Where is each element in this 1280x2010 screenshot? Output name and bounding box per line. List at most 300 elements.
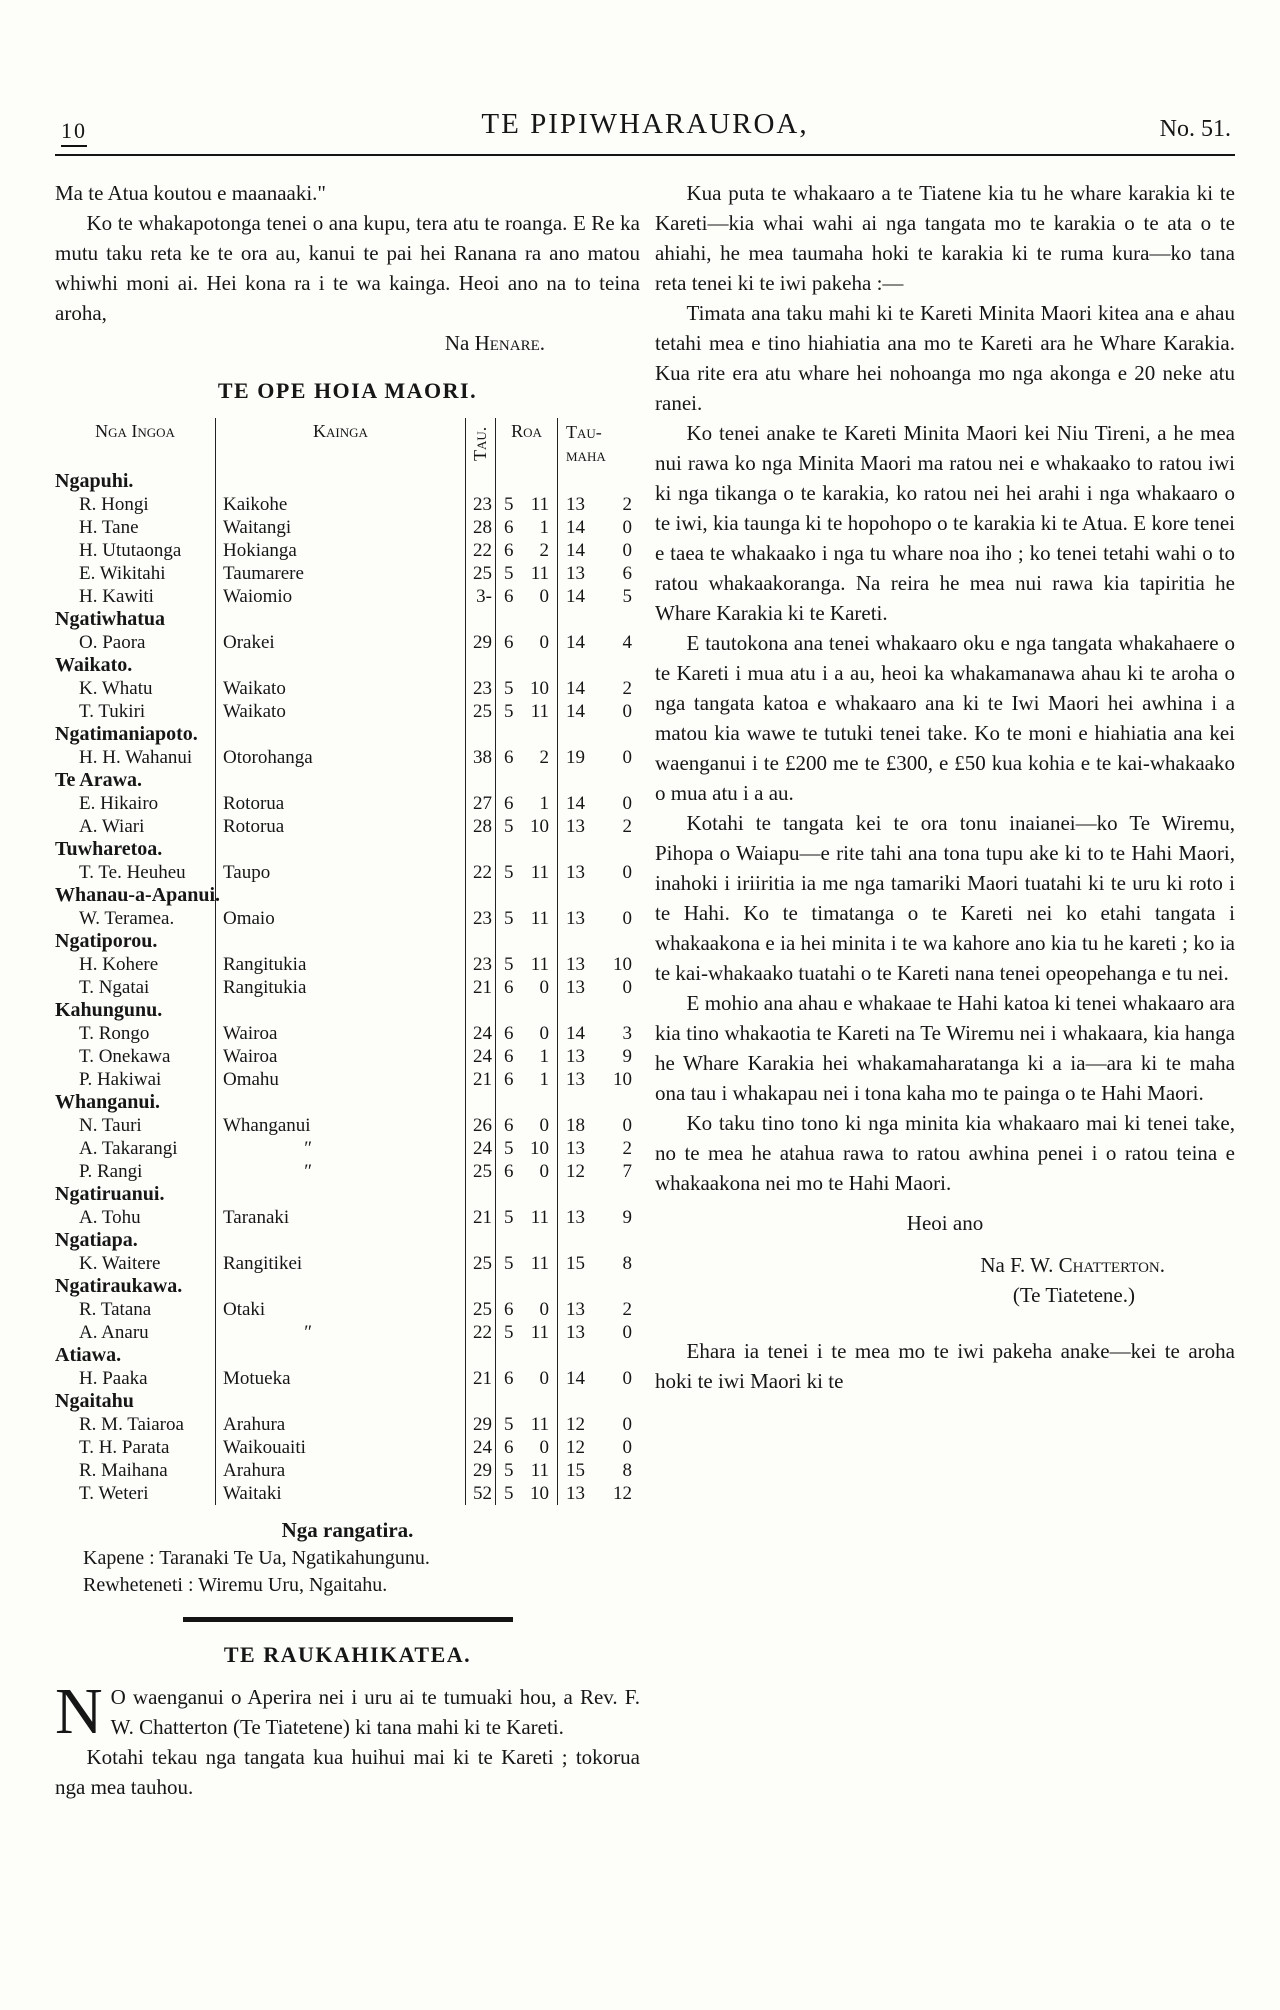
kainga-cell <box>215 470 465 493</box>
maha-cell: 13 0 <box>557 976 640 999</box>
soldier-row <box>55 1022 640 1045</box>
drop-cap: N <box>55 1675 103 1748</box>
kainga-cell: Hokianga <box>215 539 465 562</box>
soldier-row <box>55 1413 640 1436</box>
roa-cell: 5 10 <box>495 815 557 838</box>
tribe-name: Whanganui. <box>55 1091 161 1113</box>
maha-cell <box>557 1183 640 1206</box>
maha-cell <box>557 884 640 907</box>
kainga-cell: Taranaki <box>215 1206 465 1229</box>
maha-cell <box>557 470 640 493</box>
maha-cell <box>557 1344 640 1367</box>
roa-cell: 5 10 <box>495 1482 557 1505</box>
soldier-row <box>55 1298 640 1321</box>
roa-cell <box>495 769 557 792</box>
soldier-row <box>55 1321 640 1344</box>
tau-cell: 29 <box>465 631 495 654</box>
tau-cell: 21 <box>465 1206 495 1229</box>
maha-cell: 14 0 <box>557 539 640 562</box>
soldier-name: K. Waitere <box>79 1253 161 1274</box>
roa-cell <box>495 1275 557 1298</box>
roa-cell <box>495 999 557 1022</box>
maha-cell: 13 12 <box>557 1482 640 1505</box>
maha-cell: 15 8 <box>557 1252 640 1275</box>
tribe-name: Ngaitahu <box>55 1390 134 1412</box>
maha-cell: 13 0 <box>557 1321 640 1344</box>
kainga-cell <box>215 654 465 677</box>
tribe-group-row <box>55 470 640 493</box>
maha-cell: 13 10 <box>557 953 640 976</box>
tau-cell: 29 <box>465 1413 495 1436</box>
signature-prefix: Na <box>444 331 470 355</box>
kainga-cell <box>215 608 465 631</box>
soldier-name: A. Wiari <box>79 816 145 837</box>
maha-cell: 13 2 <box>557 815 640 838</box>
maha-cell: 14 0 <box>557 700 640 723</box>
kainga-cell <box>215 838 465 861</box>
soldier-name: T. Tukiri <box>79 701 146 722</box>
soldier-row <box>55 562 640 585</box>
soldier-name: H. Tane <box>79 517 139 538</box>
roa-cell <box>495 654 557 677</box>
kainga-cell: Arahura <box>215 1459 465 1482</box>
roa-cell: 5 11 <box>495 861 557 884</box>
soldier-name: T. Onekawa <box>79 1046 171 1067</box>
tribe-name: Ngatimaniapoto. <box>55 723 198 745</box>
tribe-group-row <box>55 930 640 953</box>
soldier-row <box>55 1482 640 1505</box>
officer-line-kapene: Kapene : Taranaki Te Ua, Ngatikahungunu. <box>83 1547 430 1569</box>
tribe-group-row <box>55 1390 640 1413</box>
soldier-name: H. H. Wahanui <box>79 747 193 768</box>
roa-cell: 5 10 <box>495 1137 557 1160</box>
roa-cell: 5 11 <box>495 953 557 976</box>
soldier-row <box>55 1137 640 1160</box>
kainga-cell: Rangitukia <box>215 976 465 999</box>
article-paragraph: E mohio ana ahau e whakaae te Hahi katoa ki tenei whakaaro ara kia tino whakaotia te Kareti na Te Wiremu nei i whakaara, kia hanga he Whare Karakia hei whakamaharatanga ki a ia—ara ki te maha ona tau i whakapau nei i tona kaha mo te painga o te Hahi Maori. <box>655 991 1235 1105</box>
header-rule <box>55 154 1235 156</box>
soldier-row <box>55 516 640 539</box>
kainga-cell: Waitangi <box>215 516 465 539</box>
roa-cell: 6 0 <box>495 585 557 608</box>
maha-cell: 13 0 <box>557 907 640 930</box>
soldier-name: H. Ututaonga <box>79 540 182 561</box>
maha-cell: 14 0 <box>557 1367 640 1390</box>
column-header-taumaha-line1: Tau- <box>566 422 602 442</box>
left-column <box>55 178 640 1802</box>
tau-cell: 21 <box>465 976 495 999</box>
tribe-name: Tuwharetoa. <box>55 838 163 860</box>
kainga-cell: Omaio <box>215 907 465 930</box>
kainga-cell: Rangitukia <box>215 953 465 976</box>
tau-cell <box>465 769 495 792</box>
soldier-name: T. H. Parata <box>79 1437 170 1458</box>
maha-cell: 18 0 <box>557 1114 640 1137</box>
maha-cell: 13 2 <box>557 493 640 516</box>
tau-cell: 22 <box>465 861 495 884</box>
tau-cell: 23 <box>465 953 495 976</box>
soldier-name: H. Paaka <box>79 1368 148 1389</box>
masthead-title: TE PIPIWHARAUROA, <box>481 108 809 140</box>
article-title: TE RAUKAHIKATEA. <box>223 1642 472 1667</box>
kainga-cell: Waikato <box>215 700 465 723</box>
roa-cell: 6 1 <box>495 1068 557 1091</box>
tribe-group-row <box>55 884 640 907</box>
roa-cell: 5 11 <box>495 1413 557 1436</box>
roa-cell <box>495 884 557 907</box>
tribe-group-row <box>55 1229 640 1252</box>
roa-cell: 6 0 <box>495 1160 557 1183</box>
page-number: 10 <box>61 118 87 147</box>
soldier-row <box>55 1252 640 1275</box>
roa-cell <box>495 1183 557 1206</box>
tau-cell: 25 <box>465 700 495 723</box>
tau-cell <box>465 470 495 493</box>
kainga-cell: Whanganui <box>215 1114 465 1137</box>
soldier-row <box>55 700 640 723</box>
tribe-name: Te Arawa. <box>55 769 143 791</box>
soldier-row <box>55 1436 640 1459</box>
tau-cell: 26 <box>465 1114 495 1137</box>
column-header-tau <box>465 418 495 470</box>
tribe-group-row <box>55 654 640 677</box>
kainga-cell <box>215 1229 465 1252</box>
kainga-cell: Wairoa <box>215 1045 465 1068</box>
tau-cell <box>465 884 495 907</box>
kainga-cell: Arahura <box>215 1413 465 1436</box>
maha-cell <box>557 930 640 953</box>
tau-cell: 52 <box>465 1482 495 1505</box>
kainga-cell: Taupo <box>215 861 465 884</box>
soldier-name: H. Kohere <box>79 954 159 975</box>
soldier-row <box>55 907 640 930</box>
table-body <box>55 470 640 1505</box>
soldier-name: N. Tauri <box>79 1115 142 1136</box>
officer-line-rewheteneti: Rewheteneti : Wiremu Uru, Ngaitahu. <box>83 1574 388 1596</box>
maha-cell: 13 2 <box>557 1137 640 1160</box>
maha-cell <box>557 838 640 861</box>
maha-cell <box>557 769 640 792</box>
tau-cell <box>465 654 495 677</box>
roa-cell <box>495 1390 557 1413</box>
tribe-name: Waikato. <box>55 654 133 676</box>
maha-cell <box>557 608 640 631</box>
soldier-name: A. Takarangi <box>79 1138 178 1159</box>
tau-cell: 24 <box>465 1137 495 1160</box>
tau-cell: 28 <box>465 516 495 539</box>
article-lead-paragraph <box>55 1675 640 1748</box>
soldier-row <box>55 861 640 884</box>
tribe-name: Ngapuhi. <box>55 470 134 492</box>
tribe-name: Ngatiapa. <box>55 1229 138 1251</box>
tribe-group-row <box>55 838 640 861</box>
roa-cell <box>495 838 557 861</box>
soldier-name: P. Rangi <box>79 1161 143 1182</box>
soldier-name: R. Tatana <box>79 1299 152 1320</box>
maha-cell <box>557 1091 640 1114</box>
tau-cell: 38 <box>465 746 495 769</box>
tau-cell: 27 <box>465 792 495 815</box>
article-lead-text: O waenganui o Aperira nei i uru ai te tumuaki hou, a Rev. F. W. Chatterton (Te Tiatetene) ki tana mahi ki te Kareti. <box>110 1685 640 1739</box>
tau-cell: 22 <box>465 1321 495 1344</box>
soldier-row <box>55 1045 640 1068</box>
maha-cell <box>557 723 640 746</box>
maha-cell <box>557 1275 640 1298</box>
page-header <box>55 108 1235 152</box>
tau-cell: 3- <box>465 585 495 608</box>
roa-cell <box>495 470 557 493</box>
soldier-row <box>55 1160 640 1183</box>
roa-cell: 6 0 <box>495 1114 557 1137</box>
kainga-cell: ″ <box>215 1137 465 1160</box>
soldier-name: E. Wikitahi <box>79 563 166 584</box>
tau-cell <box>465 1229 495 1252</box>
signature-name: Henare. <box>474 331 545 355</box>
soldier-row <box>55 815 640 838</box>
letter-signature <box>55 328 640 358</box>
article-paragraph: Timata ana taku mahi ki te Kareti Minita Maori kitea ana e ahau tetahi mea e tino hiahiatia ana mo te Kareti ara he Whare Karakia. Kua rite era atu whare hei nohoanga mo nga akonga e 20 neke atu ranei. <box>655 301 1235 415</box>
kainga-cell: ″ <box>215 1321 465 1344</box>
kainga-cell: Rotorua <box>215 815 465 838</box>
closing-paragraph: Ehara ia tenei i te mea mo te iwi pakeha anake—kei te aroha hoki te iwi Maori ki te <box>655 1339 1235 1393</box>
soldier-name: E. Hikairo <box>79 793 159 814</box>
tau-cell: 23 <box>465 493 495 516</box>
tribe-name: Atiawa. <box>55 1344 122 1366</box>
tau-cell: 25 <box>465 562 495 585</box>
maha-cell: 14 2 <box>557 677 640 700</box>
soldier-row <box>55 677 640 700</box>
soldier-name: H. Kawiti <box>79 586 154 607</box>
kainga-cell: ″ <box>215 1160 465 1183</box>
kainga-cell: Wairoa <box>215 1022 465 1045</box>
roa-cell: 6 1 <box>495 792 557 815</box>
kainga-cell: Otaki <box>215 1298 465 1321</box>
article-second-paragraph: Kotahi tekau nga tangata kua huihui mai ki te Kareti ; tokorua nga mea tauhou. <box>55 1745 640 1799</box>
kainga-cell: Rotorua <box>215 792 465 815</box>
article-paragraph: Kua puta te whakaaro a te Tiatene kia tu he whare karakia ki te Kareti—kia whai wahi ai nga tangata mo te karakia o te ata o te ahiahi, he mea taumaha hoki te karakia ki te ruma kura—ko tana reta tenei ki te iwi pakeha :— <box>655 181 1235 295</box>
kainga-cell <box>215 723 465 746</box>
tau-cell: 25 <box>465 1298 495 1321</box>
roa-cell: 6 2 <box>495 746 557 769</box>
tau-cell <box>465 723 495 746</box>
tau-cell <box>465 608 495 631</box>
kainga-cell <box>215 884 465 907</box>
soldier-name: K. Whatu <box>79 678 153 699</box>
tau-cell: 29 <box>465 1459 495 1482</box>
table-footer <box>55 1515 640 1599</box>
soldier-name: R. Hongi <box>79 494 149 515</box>
tribe-name: Kahungunu. <box>55 999 163 1021</box>
roa-cell <box>495 1091 557 1114</box>
column-header-taumaha <box>557 418 640 470</box>
letter-closing-line: Ma te Atua koutou e maanaaki." <box>55 181 326 205</box>
kainga-cell <box>215 999 465 1022</box>
kainga-cell <box>215 1390 465 1413</box>
page-columns <box>55 178 1235 1802</box>
soldier-name: T. Rongo <box>79 1023 150 1044</box>
tau-cell <box>465 1390 495 1413</box>
soldier-row <box>55 585 640 608</box>
kainga-cell: Otorohanga <box>215 746 465 769</box>
tribe-name: Ngatiwhatua <box>55 608 166 630</box>
soldier-roster-table <box>55 418 640 1505</box>
column-header-kainga: Kainga <box>215 418 465 470</box>
tau-cell: 23 <box>465 907 495 930</box>
maha-cell: 13 9 <box>557 1206 640 1229</box>
soldier-name: O. Paora <box>79 632 146 653</box>
roa-cell <box>495 930 557 953</box>
soldier-name: R. M. Taiaroa <box>79 1414 184 1435</box>
soldier-row <box>55 976 640 999</box>
tau-cell <box>465 1183 495 1206</box>
signoff-maori-name: (Te Tiatetene.) <box>1012 1283 1135 1307</box>
tau-cell <box>465 1091 495 1114</box>
roa-cell: 5 11 <box>495 1252 557 1275</box>
soldier-name: A. Tohu <box>79 1207 141 1228</box>
tau-cell: 28 <box>465 815 495 838</box>
officers-heading: Nga rangatira. <box>281 1518 414 1542</box>
tribe-name: Whanau-a-Apanui. <box>55 884 221 906</box>
maha-cell <box>557 999 640 1022</box>
maha-cell <box>557 1229 640 1252</box>
issue-number: No. 51. <box>1159 116 1231 142</box>
tribe-group-row <box>55 1344 640 1367</box>
soldier-name: A. Anaru <box>79 1322 149 1343</box>
maha-cell: 12 0 <box>557 1413 640 1436</box>
roa-cell: 5 11 <box>495 907 557 930</box>
kainga-cell: Waiomio <box>215 585 465 608</box>
kainga-cell: Waitaki <box>215 1482 465 1505</box>
article-paragraph: Ko tenei anake te Kareti Minita Maori kei Niu Tireni, a he mea nui rawa ko nga Minita Maori ma ratou nei e whakaako to ratou iwi ki nga tikanga o te karakia, ko ratou nei hei arahi i nga whakaaro o te iwi, kia taunga ki te hopohopo o te karakia ki te Atua. E kore tenei e taea te whakaako i nga tu whare noa iho ; ko tenei tetahi wahi o to ratou whakaakoranga. Na reira he mea nui rawa kia tapiritia he Whare Karakia ki te Kareti. <box>655 421 1235 625</box>
tribe-group-row <box>55 723 640 746</box>
maha-cell: 13 2 <box>557 1298 640 1321</box>
article-paragraph: Ko taku tino tono ki nga minita kia whakaaro mai ki tenei take, no te mea he atahua rawa to ratou awhina penei i o ratou teina e whakaakona nei mo te Hahi Maori. <box>655 1111 1235 1195</box>
soldier-row <box>55 493 640 516</box>
soldier-row <box>55 1114 640 1137</box>
maha-cell: 14 5 <box>557 585 640 608</box>
kainga-cell: Motueka <box>215 1367 465 1390</box>
tribe-name: Ngatiporou. <box>55 930 158 952</box>
tau-cell: 21 <box>465 1068 495 1091</box>
maha-cell: 14 3 <box>557 1022 640 1045</box>
tribe-group-row <box>55 999 640 1022</box>
article-paragraph: E tautokona ana tenei whakaaro oku e nga tangata whakahaere o te Kareti i mua atu i a au, heoi ka whakamanawa ahau ki te aroha o nga tangata katoa e whakaaro ana ki te Iwi Maori hei awhina i a matou kia wawe te tutuki tenei take. Ko te moni e hiahiatia ana kei waenganui i te £200 me te £300, e £50 kua kohia e te kai-whakaako o mua atu i a au. <box>655 631 1235 805</box>
section-divider <box>183 1617 513 1622</box>
article-paragraphs <box>655 178 1235 1198</box>
soldier-name: W. Teramea. <box>79 908 175 929</box>
tau-cell <box>465 838 495 861</box>
roa-cell: 6 1 <box>495 1045 557 1068</box>
kainga-cell: Rangitikei <box>215 1252 465 1275</box>
table-header-row <box>55 418 640 470</box>
kainga-cell: Waikouaiti <box>215 1436 465 1459</box>
tribe-group-row <box>55 1275 640 1298</box>
signoff-heoi-ano: Heoi ano <box>906 1211 984 1235</box>
maha-cell: 15 8 <box>557 1459 640 1482</box>
soldier-row <box>55 539 640 562</box>
tau-cell: 25 <box>465 1160 495 1183</box>
soldier-row <box>55 746 640 769</box>
roa-cell: 6 0 <box>495 1367 557 1390</box>
kainga-cell <box>215 1091 465 1114</box>
maha-cell: 13 10 <box>557 1068 640 1091</box>
kainga-cell: Taumarere <box>215 562 465 585</box>
roa-cell: 6 0 <box>495 1022 557 1045</box>
maha-cell: 14 0 <box>557 516 640 539</box>
kainga-cell <box>215 1344 465 1367</box>
maha-cell: 12 0 <box>557 1436 640 1459</box>
roa-cell: 5 11 <box>495 700 557 723</box>
tribe-group-row <box>55 1091 640 1114</box>
maha-cell: 13 0 <box>557 861 640 884</box>
kainga-cell <box>215 1275 465 1298</box>
maha-cell: 12 7 <box>557 1160 640 1183</box>
roa-cell: 5 11 <box>495 1459 557 1482</box>
soldier-name: R. Maihana <box>79 1460 168 1481</box>
soldier-row <box>55 1068 640 1091</box>
tau-cell: 22 <box>465 539 495 562</box>
soldier-row <box>55 1459 640 1482</box>
tribe-name: Ngatiraukawa. <box>55 1275 183 1297</box>
right-column <box>655 178 1235 1802</box>
roa-cell <box>495 608 557 631</box>
maha-cell: 13 9 <box>557 1045 640 1068</box>
tribe-group-row <box>55 608 640 631</box>
tau-cell: 24 <box>465 1022 495 1045</box>
roa-cell: 5 11 <box>495 562 557 585</box>
column-header-taumaha-line2: maha <box>566 445 606 465</box>
signoff-author <box>655 1250 1235 1280</box>
tau-cell: 23 <box>465 677 495 700</box>
kainga-cell <box>215 769 465 792</box>
soldier-name: T. Ngatai <box>79 977 150 998</box>
soldier-row <box>55 953 640 976</box>
soldier-name: T. Weteri <box>79 1483 149 1504</box>
roa-cell <box>495 723 557 746</box>
maha-cell <box>557 654 640 677</box>
soldier-row <box>55 1367 640 1390</box>
roa-cell: 6 0 <box>495 1298 557 1321</box>
column-header-tau-label: Tau. <box>470 426 490 462</box>
tau-cell <box>465 999 495 1022</box>
soldier-row <box>55 631 640 654</box>
kainga-cell: Orakei <box>215 631 465 654</box>
tribe-group-row <box>55 769 640 792</box>
soldier-row <box>55 1206 640 1229</box>
roa-cell <box>495 1229 557 1252</box>
soldier-name: T. Te. Heuheu <box>79 862 186 883</box>
maha-cell: 14 4 <box>557 631 640 654</box>
roa-cell <box>495 1344 557 1367</box>
kainga-cell: Waikato <box>215 677 465 700</box>
tau-cell: 25 <box>465 1252 495 1275</box>
tau-cell <box>465 930 495 953</box>
maha-cell: 19 0 <box>557 746 640 769</box>
tau-cell <box>465 1275 495 1298</box>
column-header-roa: Roa <box>495 418 557 470</box>
maha-cell: 14 0 <box>557 792 640 815</box>
maha-cell: 13 6 <box>557 562 640 585</box>
column-header-names: Nga Ingoa <box>95 421 175 441</box>
kainga-cell <box>215 1183 465 1206</box>
signoff-author-name: Chatterton. <box>1058 1253 1165 1277</box>
tau-cell <box>465 1344 495 1367</box>
roa-cell: 6 1 <box>495 516 557 539</box>
tribe-name: Ngatiruanui. <box>55 1183 165 1205</box>
table-title: TE OPE HOIA MAORI. <box>217 378 478 403</box>
soldier-row <box>55 792 640 815</box>
tau-cell: 21 <box>465 1367 495 1390</box>
